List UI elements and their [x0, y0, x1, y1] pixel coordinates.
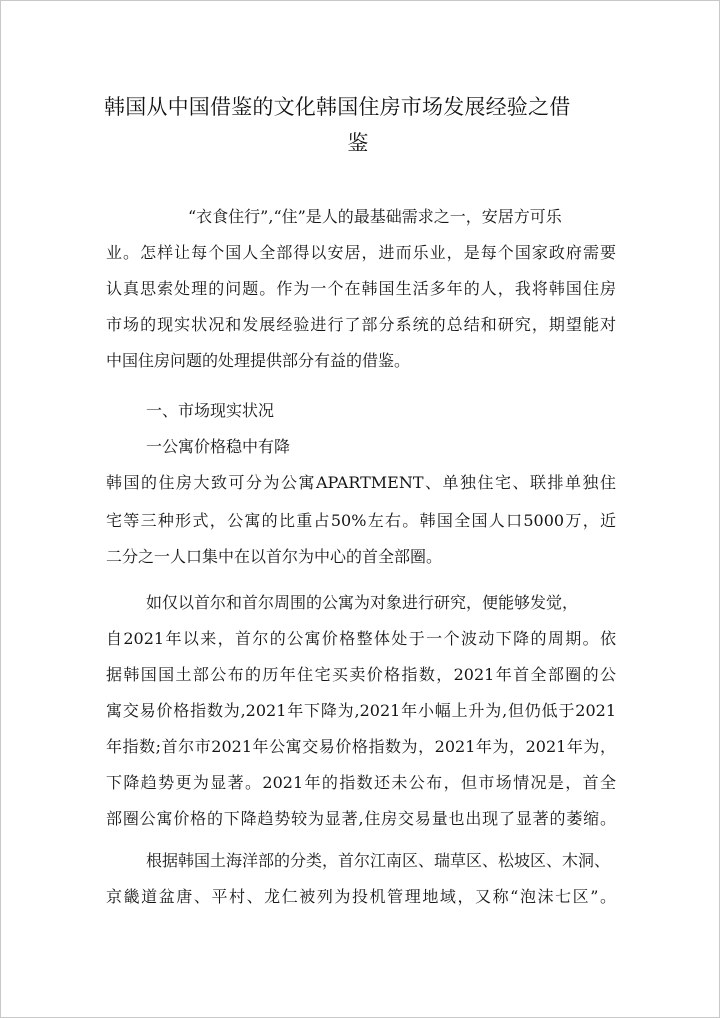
title-line-1: 韩国从中国借鉴的文化韩国住房市场发展经验之借 — [104, 95, 571, 119]
paragraph-1-line-3: 认真思索处理的问题。作为一个在韩国生活多年的人，我将韩国住房 — [106, 279, 616, 298]
paragraph-1-line-1: “衣食住行”,“住”是人的最基础需求之一，安居方可乐 — [188, 207, 562, 226]
subsection-heading: 一公寓价格稳中有降 — [146, 437, 291, 456]
paragraph-5-line-1: 如仅以首尔和首尔周围的公寓为对象进行研究，便能够发觉， — [146, 593, 579, 612]
paragraph-5-line-4: 寓交易价格指数为,2021年下降为,2021年小幅上升为,但仍低于2021 — [106, 701, 616, 720]
paragraph-5-line-7: 部圈公寓价格的下降趋势较为显著,住房交易量也出现了显著的萎缩。 — [106, 809, 616, 828]
title-line-2: 鉴 — [347, 131, 369, 155]
document-title — [104, 89, 614, 161]
paragraph-4-line-2: 宅等三种形式，公寓的比重占50%左右。韩国全国人口5000万，近 — [106, 511, 616, 530]
paragraph-5-line-6: 下降趋势更为显著。2021年的指数还未公布，但市场情况是，首全 — [106, 773, 616, 792]
paragraph-5-line-3: 据韩国国土部公布的历年住宅买卖价格指数，2021年首全部圈的公 — [106, 665, 616, 684]
paragraph-5-line-2: 自2021年以来，首尔的公寓价格整体处于一个波动下降的周期。依 — [106, 629, 616, 648]
paragraph-4-line-3: 二分之一人口集中在以首尔为中心的首全部圈。 — [106, 547, 443, 566]
paragraph-6-line-2: 京畿道盆唐、平村、龙仁被列为投机管理地域，又称“泡沫七区”。 — [106, 887, 616, 906]
paragraph-4-line-1: 韩国的住房大致可分为公寓APARTMENT、单独住宅、联排单独住 — [106, 473, 616, 492]
paragraph-1-line-2: 业。怎样让每个国人全部得以安居，进而乐业，是每个国家政府需要 — [106, 243, 616, 262]
paragraph-5-line-5: 年指数;首尔市2021年公寓交易价格指数为，2021年为，2021年为， — [106, 737, 616, 756]
paragraph-6-line-1: 根据韩国土海洋部的分类，首尔江南区、瑞草区、松坡区、木洞、 — [146, 851, 611, 870]
paragraph-1-line-5: 中国住房问题的处理提供部分有益的借鉴。 — [106, 351, 411, 370]
section-heading: 一、市场现实状况 — [146, 401, 275, 420]
paragraph-1-line-4: 市场的现实状况和发展经验进行了部分系统的总结和研究，期望能对 — [106, 315, 616, 334]
